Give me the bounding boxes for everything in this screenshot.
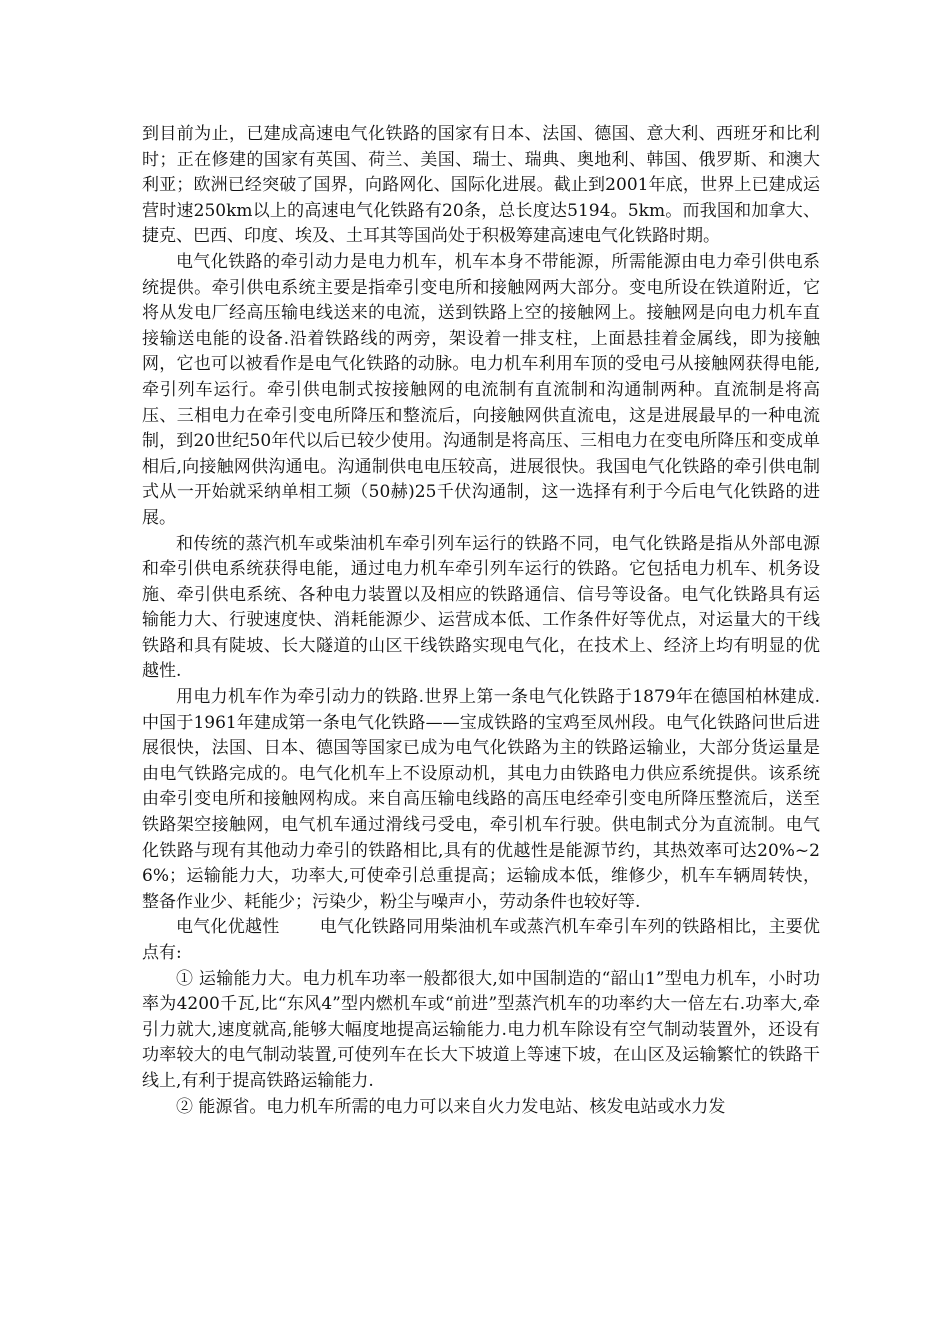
- paragraph-definition: 和传统的蒸汽机车或柴油机车牵引列车运行的铁路不同，电气化铁路是指从外部电源和牵引供电系统获得电能，通过电力机车牵引列车运行的铁路。它包括电力机车、机务设施、牵引供电系统、各种电力装置以及相应的铁路通信、信号等设备。电气化铁路具有运输能力大、行驶速度快、消耗能源少、运营成本低、工作条件好等优点，对运量大的干线铁路和具有陡坡、长大隧道的山区干线铁路实现电气化，在技术上、经济上均有明显的优越性.: [142, 533, 820, 682]
- paragraph-advantage-capacity: ① 运输能力大。电力机车功率一般都很大,如中国制造的“韶山1”型电力机车，小时功率为4200千瓦,比“东风4”型内燃机车或“前进”型蒸汽机车的功率约大一倍左右.功率大,牵引力就大,速度就高,能够大幅度地提高运输能力.电力机车除设有空气制动装置外，还设有功率较大的电气制动装置,可使列车在长大下坡道上等速下坡，在山区及运输繁忙的铁路干线上,有利于提高铁路运输能力.: [142, 968, 820, 1091]
- paragraph-history: 用电力机车作为牵引动力的铁路.世界上第一条电气化铁路于1879年在德国柏林建成.中国于1961年建成第一条电气化铁路——宝成铁路的宝鸡至凤州段。电气化铁路问世后进展很快，法国、日本、德国等国家已成为电气化铁路为主的铁路运输业，大部分货运量是由电气铁路完成的。电气化机车上不设原动机，其电力由铁路电力供应系统提供。该系统由牵引变电所和接触网构成。来自高压输电线路的高压电经牵引变电所降压整流后，送至铁路架空接触网，电气机车通过滑线弓受电，牵引机车行驶。供电制式分为直流制。电气化铁路与现有其他动力牵引的铁路相比,具有的优越性是能源节约，其热效率可达20%~26%；运输能力大，功率大,可使牵引总重提高；运输成本低，维修少，机车车辆周转快，整备作业少、耗能少；污染少，粉尘与噪声小，劳动条件也较好等.: [142, 687, 820, 912]
- advantages-intro-text: 电气化铁路同用柴油机车或蒸汽机车牵引车列的铁路相比，主要优点有:: [142, 917, 821, 963]
- paragraph-traction-power: 电气化铁路的牵引动力是电力机车，机车本身不带能源，所需能源由电力牵引供电系统提供。牵引供电系统主要是指牵引变电所和接触网两大部分。变电所设在铁道附近，它将从发电厂经高压输电线送来的电流，送到铁路上空的接触网上。接触网是向电力机车直接输送电能的设备.沿着铁路线的两旁，架设着一排支柱，上面悬挂着金属线，即为接触网，它也可以被看作是电气化铁路的动脉。电力机车利用车顶的受电弓从接触网获得电能,牵引列车运行。牵引供电制式按接触网的电流制有直流制和沟通制两种。直流制是将高压、三相电力在牵引变电所降压和整流后，向接触网供直流电，这是进展最早的一种电流制，到20世纪50年代以后已较少使用。沟通制是将高压、三相电力在变电所降压和变成单相后,向接触网供沟通电。沟通制供电电压较高，进展很快。我国电气化铁路的牵引供电制式从一开始就采纳单相工频（50赫)25千伏沟通制，这一选择有利于今后电气化铁路的进展。: [142, 251, 820, 528]
- document-body: [142, 122, 820, 1120]
- paragraph-advantages-intro: [142, 915, 820, 966]
- paragraph-advantage-energy: ② 能源省。电力机车所需的电力可以来自火力发电站、核发电站或水力发: [176, 1096, 726, 1117]
- paragraph-high-speed-status: 到目前为止，已建成高速电气化铁路的国家有日本、法国、德国、意大利、西班牙和比利时；正在修建的国家有英国、荷兰、美国、瑞士、瑞典、奥地利、韩国、俄罗斯、和澳大利亚；欧洲已经突破了国界，向路网化、国际化进展。截止到2001年底，世界上已建成运营时速250km以上的高速电气化铁路有20条，总长度达5194。5km。而我国和加拿大、捷克、巴西、印度、埃及、土耳其等国尚处于积极筹建高速电气化铁路时期。: [142, 124, 820, 247]
- section-heading-advantages: 电气化优越性: [176, 917, 280, 938]
